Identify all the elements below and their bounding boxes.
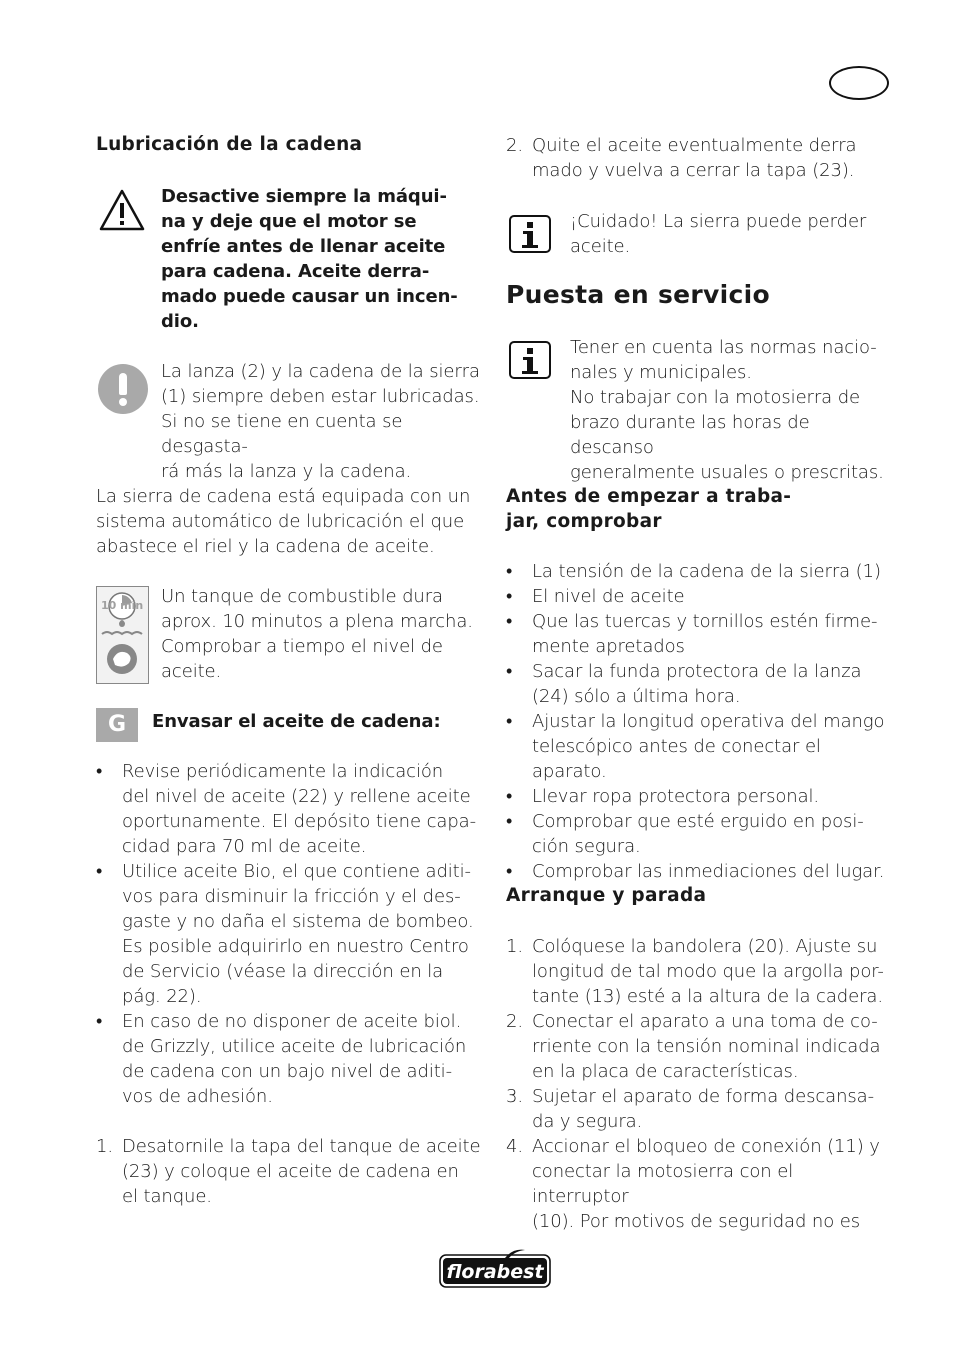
step-line: Quite el aceite eventualmente derra [532, 135, 857, 156]
warning-line: enfríe antes de llenar aceite [161, 236, 446, 257]
step-line: longitud de tal modo que la argolla por- [532, 961, 884, 982]
paragraph-line: abastece el riel y la cadena de aceite. [96, 536, 435, 557]
info-line: Tener en cuenta las normas nacio- [570, 337, 877, 358]
bullet-glyph: • [506, 861, 513, 882]
bullet-glyph: • [506, 811, 513, 832]
list-item-line: vos para disminuir la fricción y el des- [122, 886, 461, 907]
heading-puesta-en-servicio: Puesta en servicio [506, 280, 770, 309]
list-item-line: vos de adhesión. [122, 1086, 273, 1107]
warning-line: para cadena. Aceite derra- [161, 261, 430, 282]
info-icon [509, 341, 551, 379]
list-item [506, 609, 892, 659]
startup-steps-list [506, 934, 892, 1234]
language-tab-oval [829, 66, 889, 100]
bullet-glyph: • [96, 861, 103, 882]
bullet-glyph: • [506, 561, 513, 582]
fuel-line: Comprobar a tiempo el nivel de [161, 636, 443, 657]
florabest-logo [439, 1249, 551, 1289]
fuel-icon-label: 10 min [101, 599, 144, 612]
list-item-line: Sacar la funda protectora de la lanza [532, 661, 862, 682]
list-item-line: telescópico antes de conectar el aparato. [532, 736, 821, 782]
oil-bullet-list [96, 759, 482, 1109]
fuel-time-icon [96, 586, 149, 684]
list-item [96, 759, 482, 859]
list-item-line: Utilice aceite Bio, el que contiene aditi- [122, 861, 471, 882]
caution-line: rá más la lanza y la cadena. [161, 461, 412, 482]
list-item-line: gaste y no daña el sistema de bombeo. [122, 911, 474, 932]
step-line: conectar la motosierra con el interruptor [532, 1161, 794, 1207]
list-item [506, 1084, 892, 1134]
list-item [506, 784, 892, 809]
list-item-line: pág. 22). [122, 986, 202, 1007]
step-line: Colóquese la bandolera (20). Ajuste su [532, 936, 878, 957]
caution-line: La lanza (2) y la cadena de la sierra [161, 361, 480, 382]
list-item-line: En caso de no disponer de aceite biol. [122, 1011, 462, 1032]
list-item [96, 859, 482, 1009]
step-number: 4. [506, 1136, 523, 1157]
bullet-glyph: • [506, 661, 513, 682]
list-item-line: de cadena con un bajo nivel de aditi- [122, 1061, 452, 1082]
step-number: 1. [96, 1136, 113, 1157]
list-item-line: de Servicio (véase la dirección en la [122, 961, 444, 982]
logo-text: florabest [446, 1261, 544, 1283]
info-line: brazo durante las horas de descanso [570, 412, 810, 458]
list-item [506, 809, 892, 859]
warning-text [161, 184, 483, 334]
step-line: Sujetar el aparato de forma descansa- [532, 1086, 874, 1107]
info-note-oil [570, 209, 892, 259]
info-line: aceite. [570, 236, 631, 257]
lubrication-paragraph [96, 484, 482, 559]
list-item-line: ción segura. [532, 836, 641, 857]
checks-bullet-list [506, 559, 892, 884]
step-line: tante (13) esté a la altura de la cadera. [532, 986, 883, 1007]
list-item-line: Ajustar la longitud operativa del mango [532, 711, 885, 732]
list-item [506, 709, 892, 784]
list-item [506, 1134, 892, 1234]
info-line: No trabajar con la motosierra de [570, 387, 861, 408]
list-item [506, 584, 892, 609]
heading-arranque-y-parada: Arranque y parada [506, 885, 707, 906]
caution-line: (1) siempre deben estar lubricadas. [161, 386, 480, 407]
warning-line: na y deje que el motor se [161, 211, 417, 232]
heading-fill-oil: Envasar el aceite de cadena: [152, 711, 441, 732]
step-number: 2. [506, 1011, 523, 1032]
list-item-line: (24) sólo a última hora. [532, 686, 741, 707]
list-item-line: La tensión de la cadena de la sierra (1) [532, 561, 881, 582]
list-item-line: Comprobar que esté erguido en posi- [532, 811, 864, 832]
caution-line: Si no se tiene en cuenta se desgasta- [161, 411, 403, 457]
list-item-line: Que las tuercas y tornillos estén firme- [532, 611, 878, 632]
step-2-item [506, 133, 892, 183]
list-item-line: de Grizzly, utilice aceite de lubricación [122, 1036, 467, 1057]
list-item-line: del nivel de aceite (22) y rellene aceite [122, 786, 471, 807]
step-line: mado y vuelva a cerrar la tapa (23). [532, 160, 855, 181]
list-item-line: Revise periódicamente la indicación [122, 761, 444, 782]
caution-text [161, 359, 483, 484]
fuel-text [161, 584, 483, 684]
paragraph-line: sistema automático de lubricación el que [96, 511, 465, 532]
step-line: Accionar el bloqueo de conexión (11) y [532, 1136, 880, 1157]
list-item [506, 934, 892, 1009]
step-line: (10). Por motivos de seguridad no es [532, 1211, 860, 1232]
warning-line: dio. [161, 311, 199, 332]
warning-line: Desactive siempre la máqui- [161, 186, 447, 207]
info-line: nales y municipales. [570, 362, 752, 383]
step-number: 1. [506, 936, 523, 957]
list-item [506, 559, 892, 584]
bullet-glyph: • [506, 786, 513, 807]
bullet-glyph: • [506, 611, 513, 632]
list-item [506, 659, 892, 709]
heading-line: Antes de empezar a traba- [506, 486, 792, 507]
step-number: 2. [506, 135, 523, 156]
list-item [506, 859, 892, 884]
info-note-regulations [570, 335, 892, 485]
step-line: Conectar el aparato a una toma de co- [532, 1011, 878, 1032]
step-number: 3. [506, 1086, 523, 1107]
list-item [96, 1009, 482, 1109]
warning-line: mado puede causar un incen- [161, 286, 458, 307]
fuel-line: aprox. 10 minutos a plena marcha. [161, 611, 473, 632]
fuel-line: Un tanque de combustible dura [161, 586, 443, 607]
step-1-item [96, 1134, 482, 1209]
figure-g-badge: G [96, 708, 138, 742]
step-line: rriente con la tensión nominal indicada [532, 1036, 881, 1057]
bullet-glyph: • [96, 761, 103, 782]
step-line: da y segura. [532, 1111, 643, 1132]
list-item-line: Comprobar las inmediaciones del lugar. [532, 861, 885, 882]
list-item [506, 1009, 892, 1084]
bullet-glyph: • [96, 1011, 103, 1032]
heading-line: jar, comprobar [506, 511, 662, 532]
step-line: Desatornile la tapa del tanque de aceite [122, 1136, 481, 1157]
info-line: generalmente usuales o prescritas. [570, 462, 884, 483]
bullet-glyph: • [506, 586, 513, 607]
info-line: ¡Cuidado! La sierra puede perder [570, 211, 867, 232]
step-line: el tanque. [122, 1186, 212, 1207]
list-item-line: oportunamente. El depósito tiene capa- [122, 811, 476, 832]
list-item-line: El nivel de aceite [532, 586, 685, 607]
info-icon [509, 215, 551, 253]
warning-triangle-icon [98, 188, 146, 232]
fuel-line: aceite. [161, 661, 222, 682]
bullet-glyph: • [506, 711, 513, 732]
heading-antes-de-empezar [506, 484, 892, 534]
list-item-line: Llevar ropa protectora personal. [532, 786, 820, 807]
list-item-line: Es posible adquirirlo en nuestro Centro [122, 936, 469, 957]
caution-exclamation-icon [98, 364, 148, 414]
step-line: (23) y coloque el aceite de cadena en [122, 1161, 459, 1182]
heading-lubrication: Lubricación de la cadena [96, 134, 363, 155]
paragraph-line: La sierra de cadena está equipada con un [96, 486, 471, 507]
list-item-line: cidad para 70 ml de aceite. [122, 836, 367, 857]
step-line: en la placa de características. [532, 1061, 799, 1082]
list-item-line: mente apretados [532, 636, 685, 657]
